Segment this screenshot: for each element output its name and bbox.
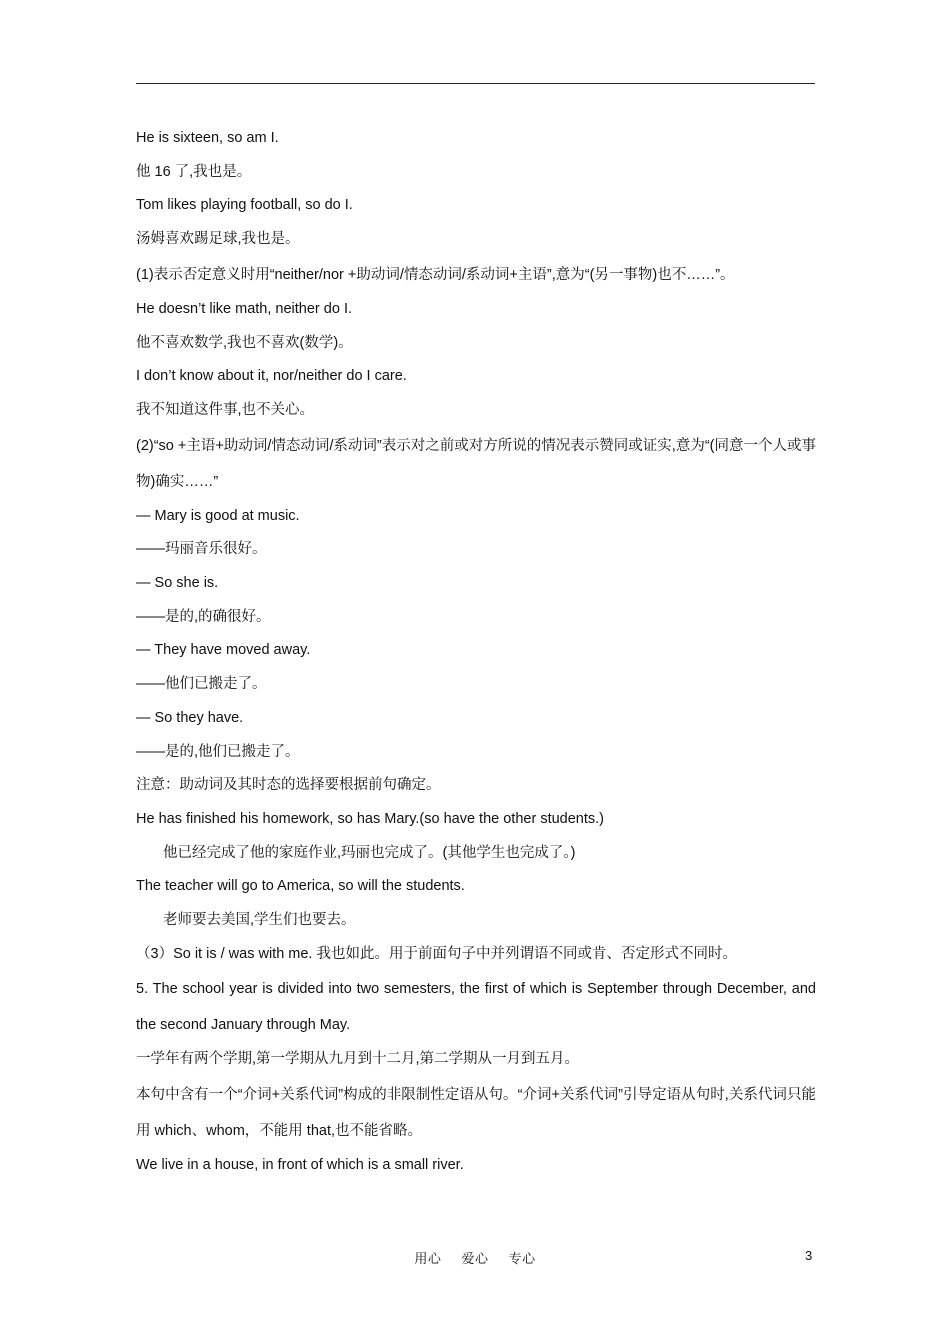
- dialogue-line: ——玛丽音乐很好。: [136, 541, 267, 558]
- text-line: （3）So it is / was with me. 我也如此。用于前面句子中并列谓语不同或肯、否定形式不同时。: [136, 945, 737, 962]
- page-number: 3: [805, 1248, 813, 1263]
- text-paragraph: 本句中含有一个“介词+关系代词”构成的非限制性定语从句。“介词+关系代词”引导定语从句时,关系代词只能用 which、whom，不能用 that,也不能省略。: [136, 1087, 816, 1140]
- text-line: 我不知道这件事,也不关心。: [136, 401, 315, 418]
- dialogue-line: ——是的,的确很好。: [136, 608, 271, 625]
- note-line: 注意：助动词及其时态的选择要根据前句确定。: [136, 777, 441, 794]
- text-line: 一学年有两个学期,第一学期从九月到十二月,第二学期从一月到五月。: [136, 1051, 580, 1068]
- dialogue-line: ——他们已搬走了。: [136, 676, 267, 693]
- text-paragraph: (2)“so +主语+助动词/情态动词/系动词”表示对之前或对方所说的情况表示赞同或证实,意为“(同意一个人或事物)确实……”: [136, 437, 816, 490]
- dialogue-line: — So she is.: [136, 575, 219, 592]
- text-line: 他已经完成了他的家庭作业,玛丽也完成了。(其他学生也完成了。): [163, 844, 576, 861]
- text-line: 老师要去美国,学生们也要去。: [163, 912, 356, 929]
- header-rule: [136, 83, 815, 84]
- document-body: [136, 122, 816, 1183]
- text-line: 他 16 了,我也是。: [136, 163, 252, 180]
- text-line: He is sixteen, so am I.: [136, 130, 279, 146]
- dialogue-line: — Mary is good at music.: [136, 507, 300, 524]
- dialogue-line: — They have moved away.: [136, 642, 311, 659]
- footer-item: 爱心: [461, 1251, 489, 1266]
- text-paragraph: 5. The school year is divided into two semesters, the first of which is September through December, and the second January through May.: [136, 981, 816, 1034]
- text-line: He has finished his homework, so has Mary.(so have the other students.): [136, 810, 604, 827]
- footer-item: 专心: [508, 1251, 536, 1266]
- text-line: 汤姆喜欢踢足球,我也是。: [136, 231, 300, 248]
- dialogue-line: ——是的,他们已搬走了。: [136, 743, 300, 760]
- text-line: I don’t know about it, nor/neither do I care.: [136, 368, 407, 385]
- text-paragraph: (1)表示否定意义时用“neither/nor +助动词/情态动词/系动词+主语”,意为“(另一事物)也不……”。: [136, 266, 735, 283]
- text-line: 他不喜欢数学,我也不喜欢(数学)。: [136, 334, 353, 351]
- dialogue-line: — So they have.: [136, 709, 244, 726]
- text-line: We live in a house, in front of which is a small river.: [136, 1157, 464, 1174]
- text-line: The teacher will go to America, so will the students.: [136, 878, 465, 895]
- footer-item: 用心: [414, 1251, 442, 1266]
- text-line: He doesn’t like math, neither do I.: [136, 300, 353, 317]
- text-line: Tom likes playing football, so do I.: [136, 197, 353, 214]
